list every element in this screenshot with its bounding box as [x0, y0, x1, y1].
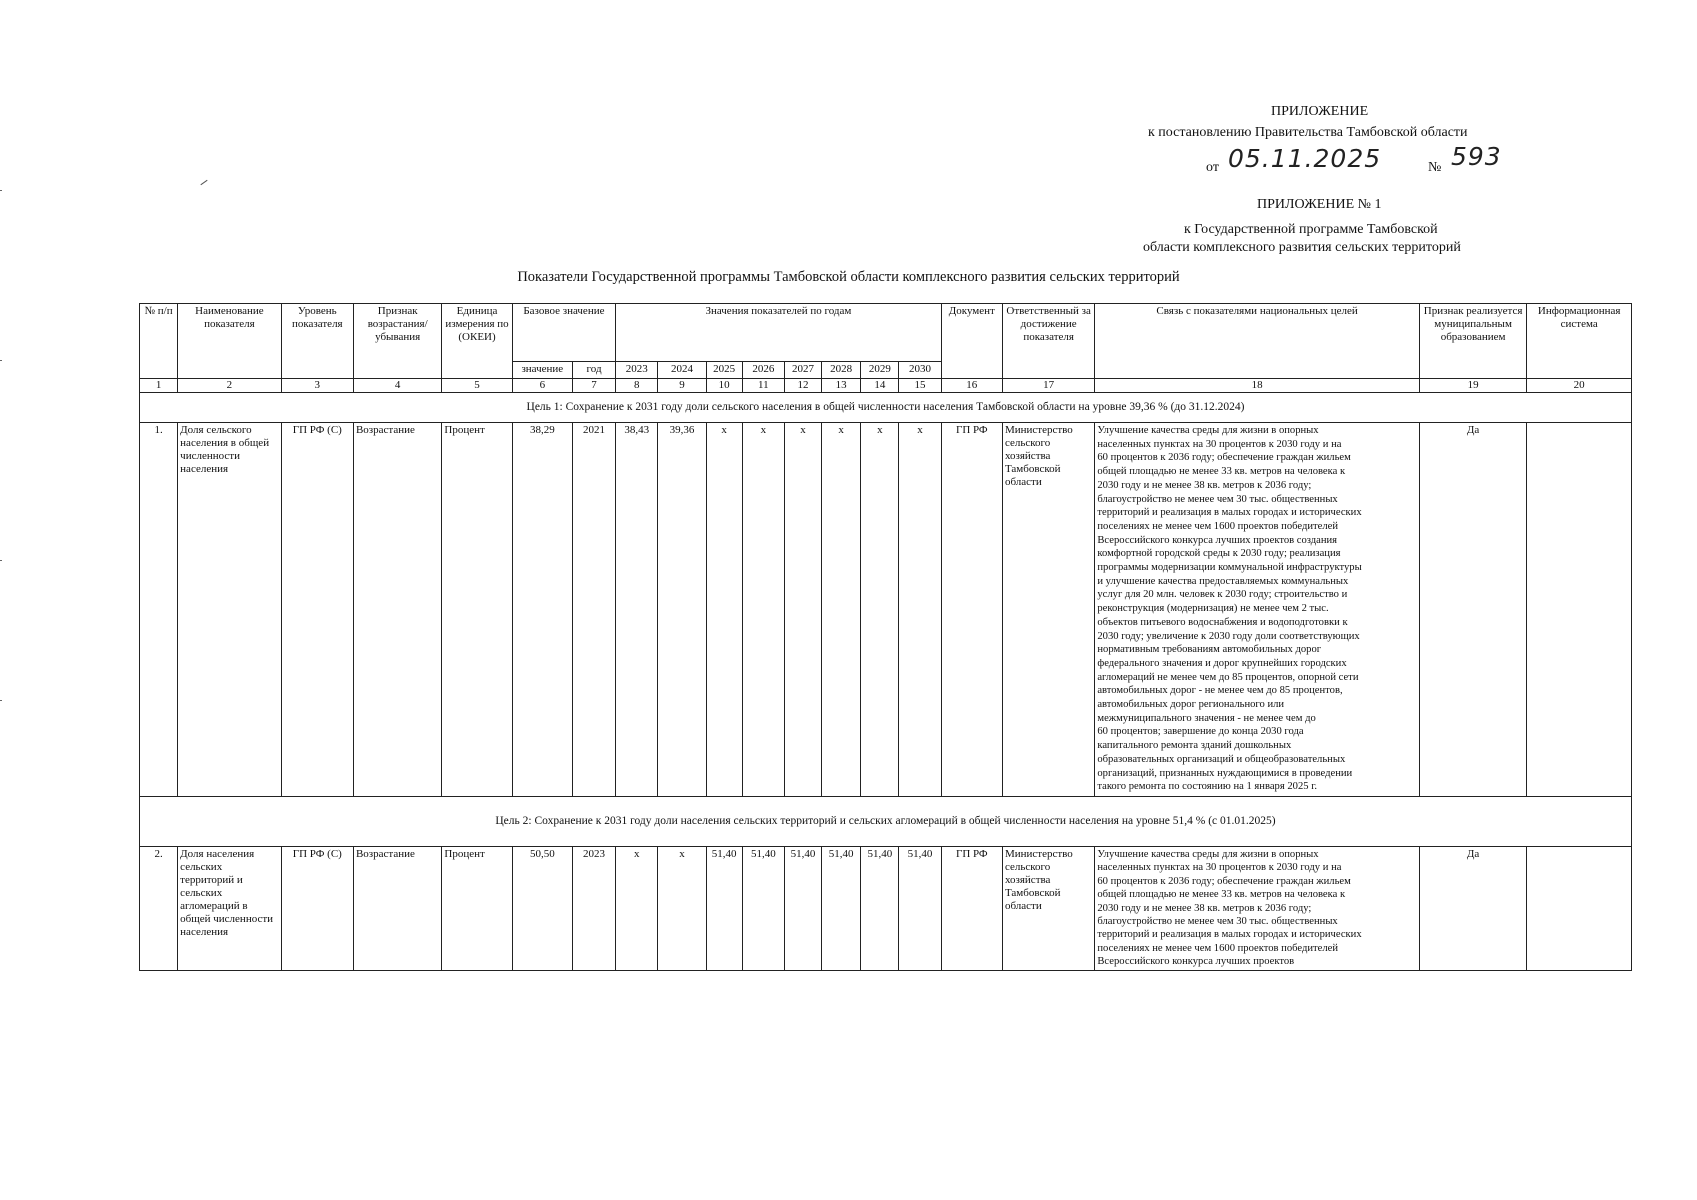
row-base-year: 2021	[572, 423, 615, 797]
row-year-value: x	[861, 423, 899, 797]
date-prefix: от	[1206, 160, 1219, 175]
column-number: 2	[178, 379, 281, 393]
number-prefix: №	[1428, 160, 1442, 175]
column-number: 10	[706, 379, 742, 393]
column-number: 5	[442, 379, 512, 393]
col-header-year: 2027	[784, 362, 821, 379]
col-header-year: 2025	[706, 362, 742, 379]
goal-title: Цель 1: Сохранение к 2031 году доли сельского населения в общей численности населения Тамбовской области на уровне 39,36 % (до 31.12.2024)	[140, 393, 1632, 423]
col-header-num: № п/п	[140, 304, 178, 379]
link-line: 60 процентов к 2036 году; обеспечение граждан жильем	[1097, 875, 1351, 887]
row-year-value: 39,36	[658, 423, 706, 797]
row-municipal: Да	[1419, 847, 1526, 971]
column-number: 11	[742, 379, 784, 393]
column-number-row	[140, 379, 1632, 393]
link-line: 60 процентов; завершение до конца 2030 года	[1097, 726, 1304, 738]
col-header-year: 2023	[616, 362, 658, 379]
row-year-value: x	[822, 423, 861, 797]
scan-edge-mark	[0, 190, 2, 191]
column-number: 13	[822, 379, 861, 393]
row-trend: Возрастание	[353, 847, 441, 971]
col-header-year: 2026	[742, 362, 784, 379]
row-year-value: x	[616, 847, 658, 971]
link-line: Улучшение качества среды для жизни в опорных	[1097, 425, 1319, 436]
col-header-name: Наименование показателя	[178, 304, 281, 379]
link-line: услуг для 20 млн. человек к 2030 году; строительство и	[1097, 589, 1348, 601]
row-trend: Возрастание	[353, 423, 441, 797]
column-number: 1	[140, 379, 178, 393]
row-year-value: 51,40	[899, 847, 941, 971]
link-line: благоустройство не менее чем 30 тыс. общественных	[1097, 916, 1338, 928]
row-base-year: 2023	[572, 847, 615, 971]
row-base-value: 50,50	[512, 847, 572, 971]
link-line: капитального ремонта зданий дошкольных	[1097, 740, 1292, 752]
appendix-1-line1: к Государственной программе Тамбовской	[1184, 222, 1438, 237]
link-line: реконструкция (модернизация) не менее чем 2 тыс.	[1097, 603, 1329, 615]
column-number: 19	[1419, 379, 1526, 393]
goal-row	[140, 393, 1632, 423]
link-line: общей площадью не менее 33 кв. метров на человека к	[1097, 466, 1346, 478]
link-line: нормативным требованиям автомобильных дорог	[1097, 644, 1322, 656]
row-base-value: 38,29	[512, 423, 572, 797]
column-number: 3	[281, 379, 353, 393]
link-line: агломераций не менее чем до 85 процентов, опорной сети	[1097, 671, 1359, 683]
row-document: ГП РФ	[941, 423, 1002, 797]
column-number: 17	[1002, 379, 1094, 393]
link-line: организаций, признанных нуждающимися в проведении	[1097, 767, 1353, 779]
link-line: и улучшение качества предоставляемых коммунальных	[1097, 575, 1349, 587]
row-municipal: Да	[1419, 423, 1526, 797]
scan-edge-mark	[0, 560, 2, 561]
row-unit: Процент	[442, 847, 512, 971]
column-number: 12	[784, 379, 821, 393]
row-national-goals-link	[1095, 423, 1420, 797]
row-year-value: 51,40	[784, 847, 821, 971]
link-line: такого ремонта по состоянию на 1 января 2025 г.	[1097, 781, 1317, 793]
link-line: программы модернизации коммунальной инфраструктуры	[1097, 562, 1362, 574]
row-indicator-name: Доля населения сельских территорий и сельских агломераций в общей численности населения	[178, 847, 281, 971]
handwritten-date: 05.11.2025	[1228, 144, 1382, 173]
column-number: 4	[353, 379, 441, 393]
col-header-responsible: Ответственный за достижение показателя	[1002, 304, 1094, 379]
link-line: комфортной городской среды к 2030 году; реализация	[1097, 548, 1341, 560]
row-year-value: x	[706, 423, 742, 797]
row-national-goals-link	[1095, 847, 1420, 971]
link-line: 60 процентов к 2036 году; обеспечение граждан жильем	[1097, 452, 1351, 464]
link-line: образовательных организаций и общеобразовательных	[1097, 753, 1346, 765]
col-header-municipal: Признак реализуется муниципальным образованием	[1419, 304, 1526, 379]
row-year-value: x	[658, 847, 706, 971]
row-year-value: x	[784, 423, 821, 797]
link-line: населенных пунктах на 30 процентов к 2030 году и на	[1097, 862, 1342, 874]
link-line: благоустройство не менее чем 30 тыс. общественных	[1097, 493, 1338, 505]
col-header-infosystem: Информационная система	[1527, 304, 1632, 379]
row-level: ГП РФ (С)	[281, 423, 353, 797]
link-line: автомобильных дорог - не менее чем до 85 процентов,	[1097, 685, 1343, 697]
row-level: ГП РФ (С)	[281, 847, 353, 971]
link-line: общей площадью не менее 33 кв. метров на человека к	[1097, 889, 1346, 901]
scan-artifact	[200, 180, 207, 185]
col-header-year: 2024	[658, 362, 706, 379]
link-line: территорий и реализация в малых городах и исторических	[1097, 507, 1362, 519]
link-line: 2030 году и не менее 38 кв. метров к 2036 году;	[1097, 479, 1312, 491]
link-line: 2030 году и не менее 38 кв. метров к 2036 году;	[1097, 902, 1312, 914]
row-infosystem	[1527, 423, 1632, 797]
column-number: 20	[1527, 379, 1632, 393]
row-year-value: x	[742, 423, 784, 797]
col-header-unit: Единица измерения по (ОКЕИ)	[442, 304, 512, 379]
appendix-1-line2: области комплексного развития сельских территорий	[1143, 240, 1461, 255]
column-number: 6	[512, 379, 572, 393]
col-header-year: 2030	[899, 362, 941, 379]
row-year-value: 38,43	[616, 423, 658, 797]
appendix-subheading: к постановлению Правительства Тамбовской области	[1148, 125, 1468, 140]
link-line: 2030 году; увеличение к 2030 году доли соответствующих	[1097, 630, 1360, 642]
row-year-value: x	[899, 423, 941, 797]
column-number: 7	[572, 379, 615, 393]
table-row	[140, 423, 1632, 797]
col-header-base-year: год	[572, 362, 615, 379]
scan-edge-mark	[0, 700, 2, 701]
link-line: территорий и реализация в малых городах и исторических	[1097, 929, 1362, 941]
link-line: населенных пунктах на 30 процентов к 2030 году и на	[1097, 438, 1342, 450]
col-header-link: Связь с показателями национальных целей	[1095, 304, 1420, 379]
link-line: поселениях не менее чем 1600 проектов победителей	[1097, 520, 1338, 532]
row-year-value: 51,40	[742, 847, 784, 971]
header-row	[140, 304, 1632, 362]
col-header-base-value: значение	[512, 362, 572, 379]
table-row	[140, 847, 1632, 971]
col-header-trend: Признак возрастания/ убывания	[353, 304, 441, 379]
row-responsible: Министерство сельского хозяйства Тамбовской области	[1002, 423, 1094, 797]
col-header-document: Документ	[941, 304, 1002, 379]
row-num: 2.	[140, 847, 178, 971]
row-unit: Процент	[442, 423, 512, 797]
col-header-level: Уровень показателя	[281, 304, 353, 379]
row-year-value: 51,40	[706, 847, 742, 971]
row-document: ГП РФ	[941, 847, 1002, 971]
col-header-years-group: Значения показателей по годам	[616, 304, 942, 362]
row-year-value: 51,40	[822, 847, 861, 971]
col-header-base: Базовое значение	[512, 304, 615, 362]
link-line: объектов питьевого водоснабжения и водоподготовки к	[1097, 616, 1348, 628]
handwritten-number: 593	[1451, 142, 1502, 171]
goal-row	[140, 797, 1632, 847]
document-title: Показатели Государственной программы Тамбовской области комплексного развития сельских территорий	[517, 269, 1180, 285]
row-num: 1.	[140, 423, 178, 797]
goal-title: Цель 2: Сохранение к 2031 году доли населения сельских территорий и сельских агломераций в общей численности населения на уровне 51,4 % (с 01.01.2025)	[140, 797, 1632, 847]
col-header-year: 2028	[822, 362, 861, 379]
column-number: 18	[1095, 379, 1420, 393]
col-header-year: 2029	[861, 362, 899, 379]
link-line: автомобильных дорог регионального или	[1097, 699, 1285, 711]
column-number: 9	[658, 379, 706, 393]
appendix-heading: ПРИЛОЖЕНИЕ	[1271, 104, 1369, 119]
appendix-1-title: ПРИЛОЖЕНИЕ № 1	[1257, 197, 1382, 212]
link-line: Улучшение качества среды для жизни в опорных	[1097, 849, 1319, 860]
indicators-table	[139, 303, 1632, 971]
column-number: 16	[941, 379, 1002, 393]
link-line: федерального значения и дорог крупнейших городских	[1097, 657, 1347, 669]
link-line: межмуниципального значения - не менее чем до	[1097, 712, 1316, 724]
column-number: 15	[899, 379, 941, 393]
row-year-value: 51,40	[861, 847, 899, 971]
row-responsible: Министерство сельского хозяйства Тамбовской области	[1002, 847, 1094, 971]
scan-edge-mark	[0, 360, 2, 361]
link-line: поселениях не менее чем 1600 проектов победителей	[1097, 942, 1338, 954]
column-number: 14	[861, 379, 899, 393]
row-indicator-name: Доля сельского населения в общей численности населения	[178, 423, 281, 797]
row-infosystem	[1527, 847, 1632, 971]
link-line: Всероссийского конкурса лучших проектов	[1097, 956, 1295, 968]
link-line: Всероссийского конкурса лучших проектов создания	[1097, 534, 1338, 546]
column-number: 8	[616, 379, 658, 393]
